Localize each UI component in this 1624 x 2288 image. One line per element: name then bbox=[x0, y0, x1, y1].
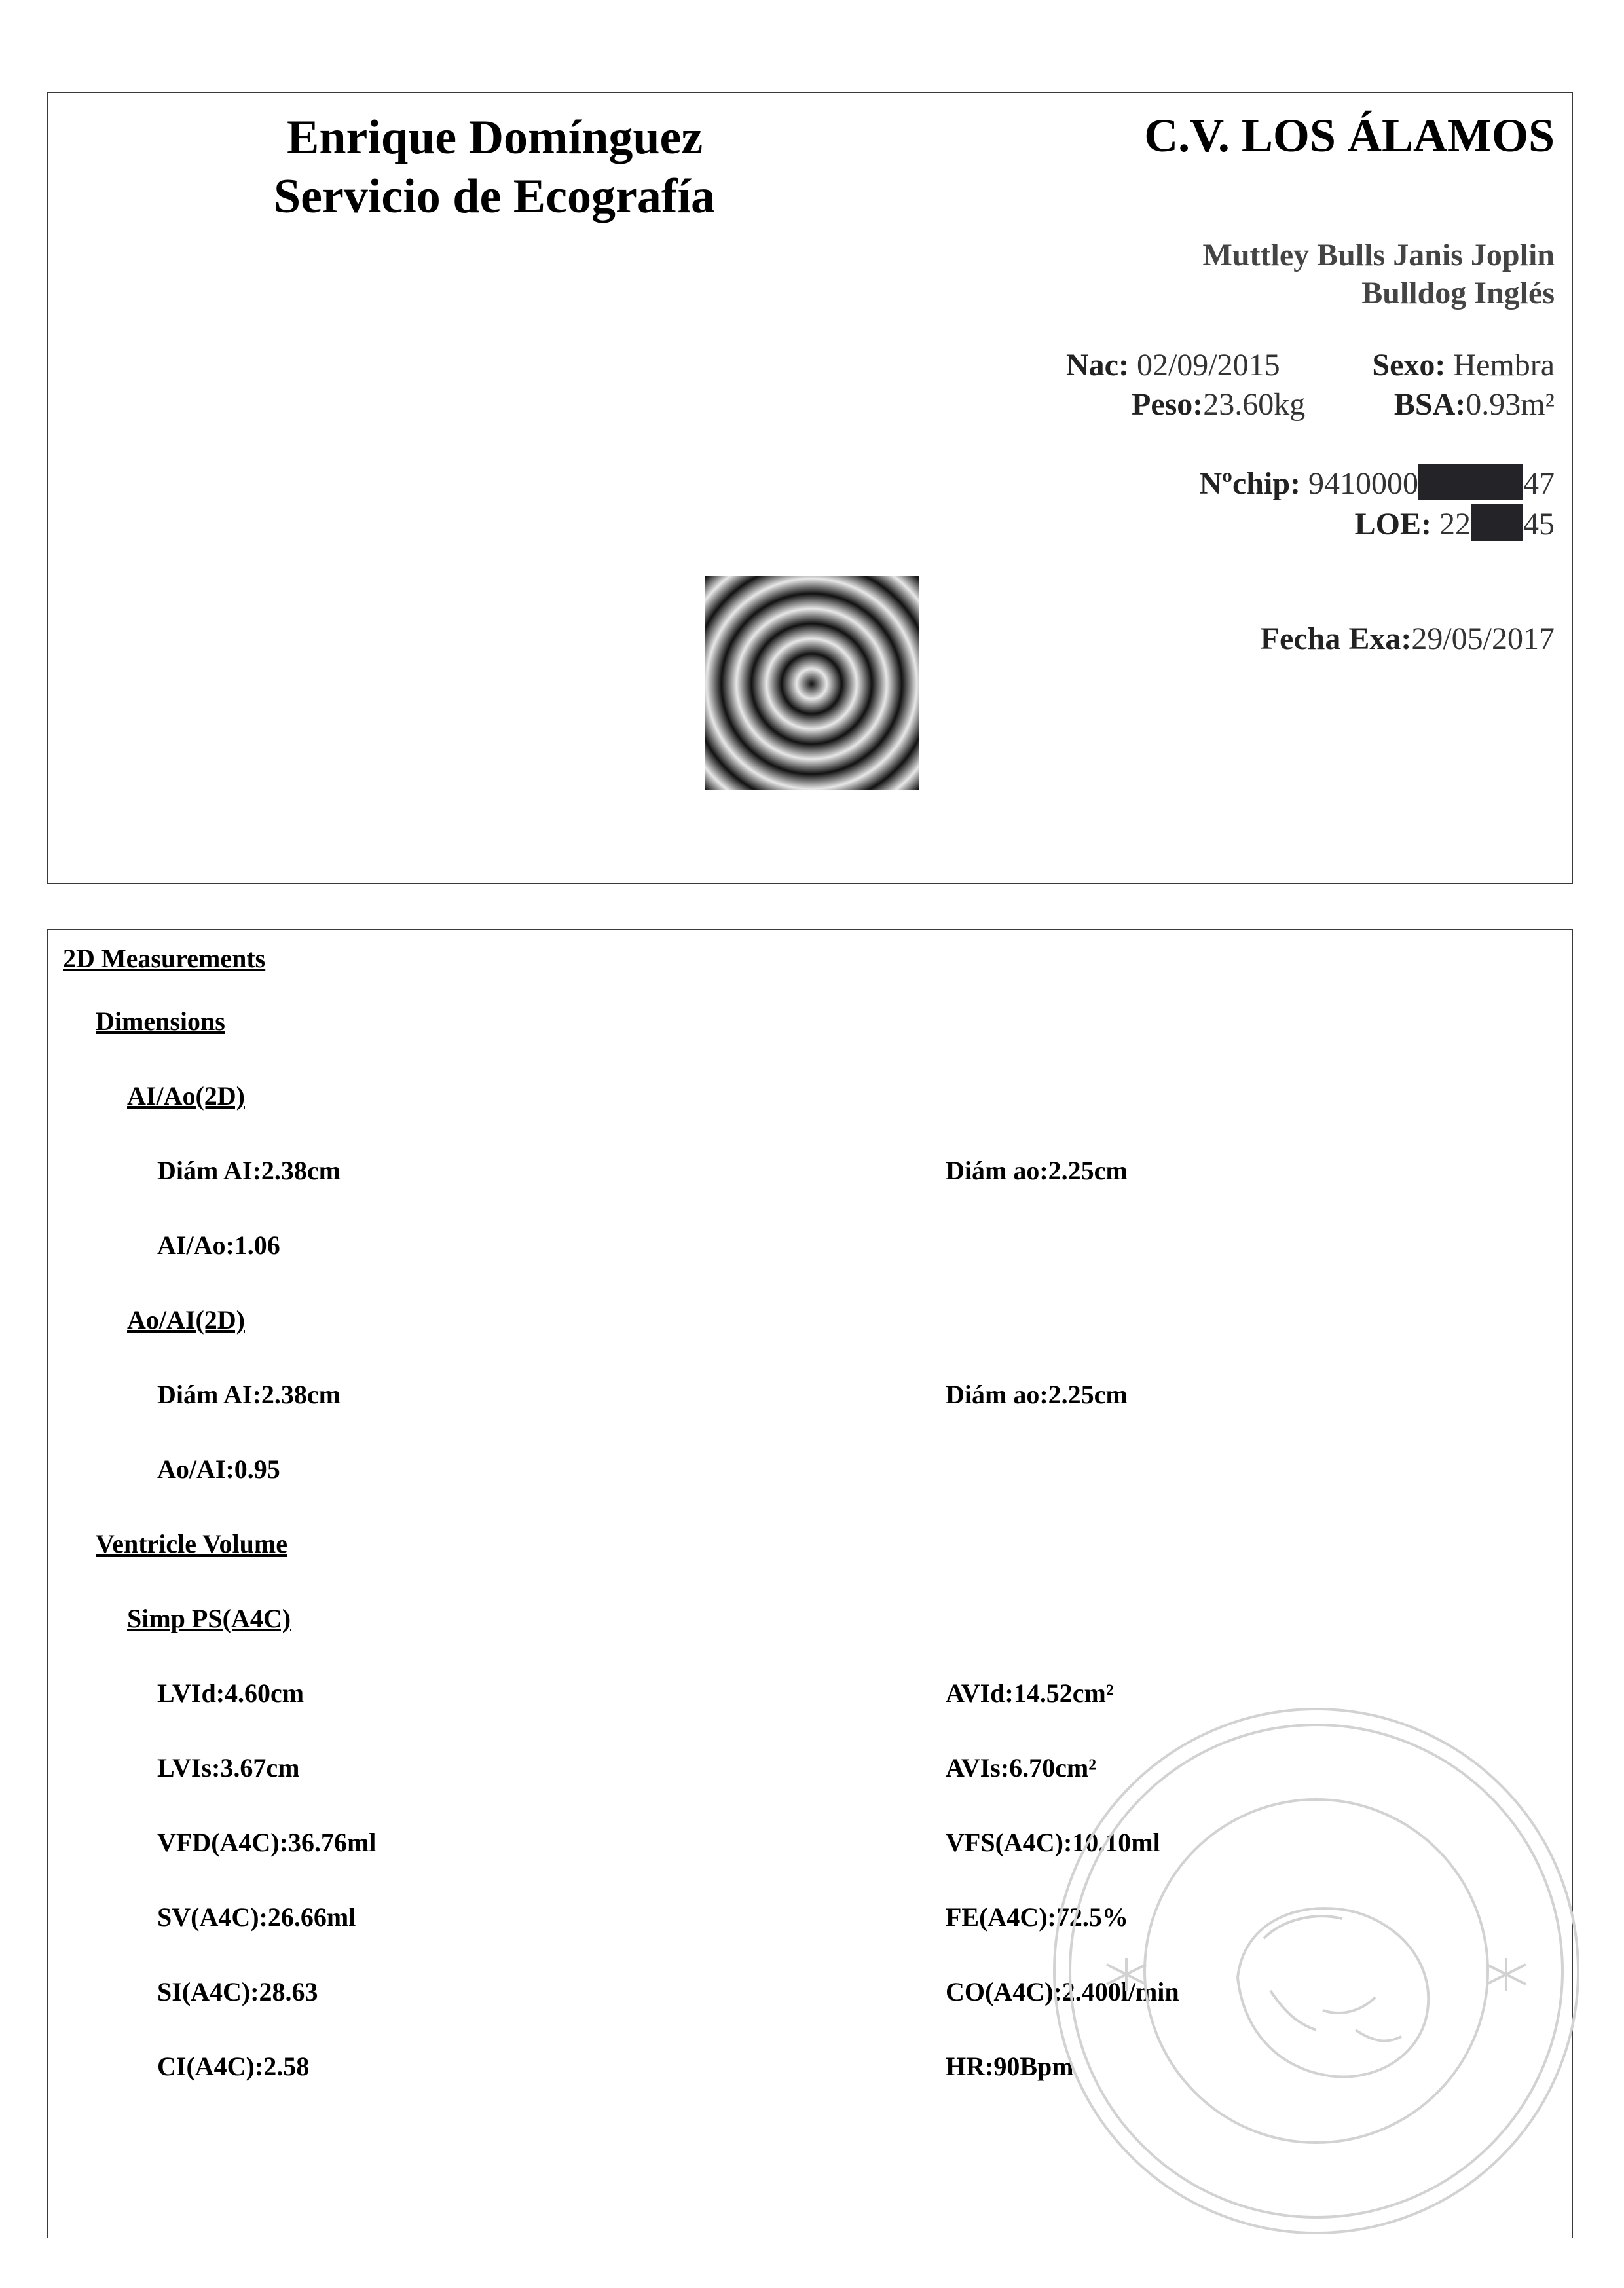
section-ventricle-volume: Ventricle Volume bbox=[96, 1529, 287, 1559]
measurement-value: Diám ao:2.25cm bbox=[946, 1380, 1128, 1409]
exam-date: Fecha Exa:29/05/2017 bbox=[1260, 621, 1555, 656]
patient-name: Muttley Bulls Janis Joplin bbox=[1202, 238, 1555, 272]
measurement-value: CO(A4C):2.400l/min bbox=[946, 1977, 1179, 2006]
measurement-value: AVIs:6.70cm² bbox=[946, 1753, 1097, 1782]
service-title: Servicio de Ecografía bbox=[274, 170, 716, 223]
section-2d-measurements: 2D Measurements bbox=[63, 944, 266, 973]
bsa: BSA:0.93m² bbox=[1393, 387, 1555, 422]
loe-number: LOE: 22 45 bbox=[1355, 504, 1555, 542]
measurement-value: FE(A4C):72.5% bbox=[946, 1902, 1128, 1932]
measurement-value: AVId:14.52cm² bbox=[946, 1678, 1114, 1708]
section-ao-ai: Ao/AI(2D) bbox=[127, 1305, 245, 1335]
sex: Sexo: Hembra bbox=[1372, 348, 1555, 382]
bulldog-seal-watermark-icon bbox=[1048, 1703, 1585, 2240]
measurement-value: Diám AI:2.38cm bbox=[157, 1380, 341, 1409]
measurement-value: Ao/AI:0.95 bbox=[157, 1454, 280, 1484]
measurement-value: Diám AI:2.38cm bbox=[157, 1156, 341, 1185]
clinic-name: C.V. LOS ÁLAMOS bbox=[1144, 109, 1555, 162]
measurement-value: AI/Ao:1.06 bbox=[157, 1230, 280, 1260]
chip-number: Nºchip: 9410000 47 bbox=[1199, 464, 1555, 502]
ultrasound-rings-logo-icon bbox=[705, 575, 919, 791]
section-simp-ps: Simp PS(A4C) bbox=[127, 1604, 291, 1633]
measurement-value: LVIs:3.67cm bbox=[157, 1753, 300, 1782]
section-dimensions: Dimensions bbox=[96, 1006, 225, 1036]
measurement-value: LVId:4.60cm bbox=[157, 1678, 304, 1708]
measurement-value: Diám ao:2.25cm bbox=[946, 1156, 1128, 1185]
birth-date: Nac: 02/09/2015 bbox=[1066, 348, 1280, 382]
measurement-value: CI(A4C):2.58 bbox=[157, 2052, 310, 2081]
measurement-value: HR:90Bpm bbox=[946, 2052, 1074, 2081]
weight: Peso:23.60kg bbox=[1132, 387, 1306, 422]
redaction-bar bbox=[1418, 464, 1523, 500]
redaction-bar bbox=[1471, 504, 1523, 541]
patient-breed: Bulldog Inglés bbox=[1361, 276, 1555, 310]
measurement-value: SI(A4C):28.63 bbox=[157, 1977, 318, 2006]
measurement-value: SV(A4C):26.66ml bbox=[157, 1902, 356, 1932]
vet-name: Enrique Domínguez bbox=[287, 111, 703, 164]
measurement-value: VFD(A4C):36.76ml bbox=[157, 1828, 377, 1857]
section-ai-ao: AI/Ao(2D) bbox=[127, 1081, 245, 1111]
measurement-value: VFS(A4C):10.10ml bbox=[946, 1828, 1160, 1857]
